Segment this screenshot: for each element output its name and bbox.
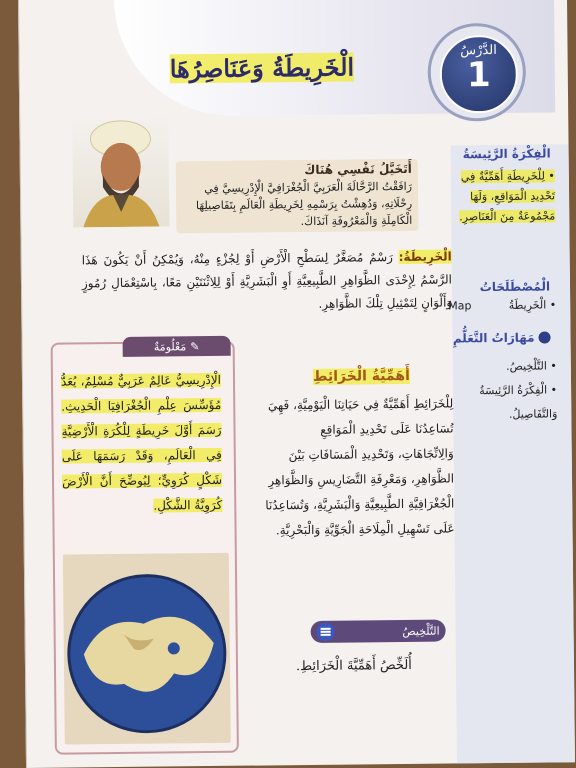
definition-text: رَسْمٌ مُصَغَّرٌ لِسَطْحِ الْأَرْضِ أَوْ لِجُزْءٍ مِنْهُ، وَيُمْكِنُ أَنْ يَكُونَ هَذَا الرَّسْمُ لِإِحْدَى الظَّوَاهِرِ الطَّبِيعِيَّةِ أَوِ الْبَشَرِيَّةِ أَوْ لِلِاثْنَتَيْنِ مَعًا، بِاسْتِعْمَالِ رُمُوزٍ وَأَلْوَانٍ لِتَمْثِيلِ تِلْكَ الظَّوَاهِرِ. bbox=[81, 250, 453, 311]
scholar-portrait-icon bbox=[72, 116, 169, 227]
importance-text: لِلْخَرَائِطِ أَهَمِّيَّةٌ فِي حَيَاتِنَا الْيَوْمِيَّةِ، فَهِيَ تُسَاعِدُنَا عَلَى تَحْدِيدِ الْمَوَاقِعِ وَالِاتِّجَاهَاتِ، وَتَحْدِيدِ الْمَسَافَاتِ بَيْنَ الظَّوَاهِرِ، وَمَعْرِفَةِ التَّضَارِيسِ وَالظَّوَاهِرِ الْجُغْرَافِيَّةِ الطَّبِيعِيَّةِ وَالْبَشَرِيَّةِ، وَتُسَاعِدُنَا عَلَى تَسْهِيلِ الْمِلَاحَةِ الْجَوِّيَّةِ وَالْبَحْرِيَّةِ. bbox=[265, 396, 455, 538]
lesson-word: الدَّرْسُ bbox=[460, 42, 497, 59]
skills-icon bbox=[539, 331, 551, 343]
list-icon bbox=[317, 623, 335, 641]
term-row bbox=[448, 298, 556, 312]
note-icon: ✎ bbox=[190, 339, 200, 353]
lesson-badge bbox=[427, 23, 526, 122]
importance-title: أَهَمِّيَّةُ الْخَرَائِطِ bbox=[312, 367, 410, 385]
imagine-heading: أَتَخَيَّلُ نَفْسِي هُنَاكَ bbox=[304, 161, 412, 178]
definition-paragraph bbox=[82, 245, 453, 318]
idrisi-world-map-icon bbox=[63, 553, 231, 745]
imagine-box bbox=[176, 159, 419, 234]
terms-title: الْمُصْطَلَحَاتُ bbox=[479, 279, 551, 295]
skills-title: مَهَارَاتُ التَّعَلُّمِ bbox=[453, 330, 551, 345]
main-idea-title: الْفِكْرَةُ الرَّئِيسَةُ bbox=[462, 146, 551, 162]
imagine-text: رَافَقْتُ الرَّحَّالَةَ الْعَرَبِيَّ الْجُغْرَافِيَّ الْإِدْرِيسِيَّ فِي رِحْلَاتِهِ، وَدُهِشْتُ بِرَسْمِهِ لِخَرِيطَةِ الْعَالَمِ بِتَفَاصِيلِهَا الْكَامِلَةِ وَالْمَعْرُوفَةِ آنَذَاكَ. bbox=[195, 179, 413, 229]
sidebar-column bbox=[451, 144, 575, 765]
info-label: ✎ مَعْلُومَةٌ bbox=[123, 336, 231, 357]
skill-item: • الْفِكْرَةُ الرَّئِيسَةُ وَالتَّفَاصِيلُ. bbox=[479, 383, 558, 421]
term-arabic: • الْخَرِيطَةُ bbox=[508, 298, 557, 312]
summary-label: التَّلْخِيصُ bbox=[311, 620, 446, 643]
page-title: الْخَرِيطَةُ وَعَنَاصِرُهَا bbox=[169, 52, 355, 84]
main-idea-text: • لِلْخَرِيطَةِ أَهَمِّيَّةٌ فِي تَحْدِيدِ الْمَوَاقِعِ، وَلَهَا مَجْمُوعَةٌ مِنَ الْعَنَاصِرِ. bbox=[459, 169, 556, 224]
skills-list bbox=[457, 354, 558, 427]
definition-term: الْخَرِيطَةُ: bbox=[398, 249, 452, 265]
lesson-number: 1 bbox=[466, 55, 491, 96]
textbook-page bbox=[18, 0, 575, 768]
summary-prompt: أُلَخِّصُ أَهَمِّيَّةَ الْخَرَائِطِ. bbox=[295, 657, 412, 675]
skill-item: • التَّلْخِيصُ. bbox=[506, 359, 557, 373]
term-english: Map bbox=[448, 299, 472, 313]
info-text: الْإِدْرِيسِيُّ عَالِمٌ عَرَبِيٌّ مُسْلِمٌ، يُعَدُّ مُؤَسِّسَ عِلْمِ الْجُغْرَافِيَا الْحَدِيثِ. رَسَمَ أَوَّلَ خَرِيطَةٍ لِلْكُرَةِ الْأَرْضِيَّةِ فِي الْعَالَمِ، وَقَدْ رَسَمَهَا عَلَى شَكْلٍ كُرَوِيٍّ؛ لِيُوضِّحَ أَنَّ الْأَرْضَ كُرَوِيَّةُ الشَّكْلِ. bbox=[60, 372, 223, 513]
